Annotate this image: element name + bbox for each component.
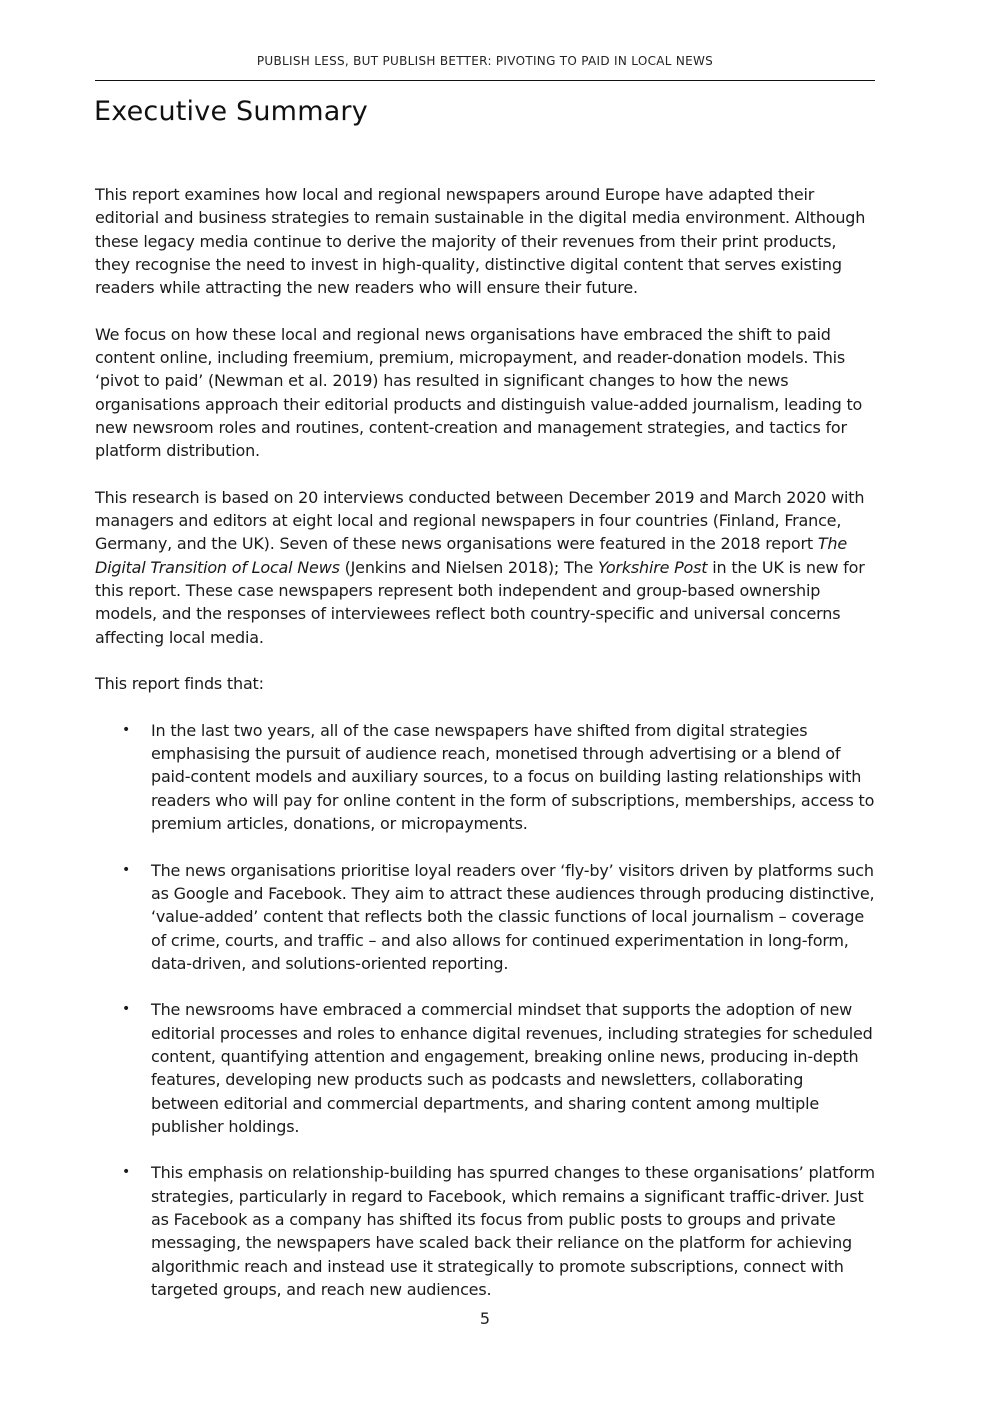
list-item [95, 859, 875, 975]
list-item [95, 719, 875, 835]
paragraph-intro: This report examines how local and regional newspapers around Europe have adapted their editorial and business strategies to remain sustainable in the digital media environment. Although these legacy media continue to derive the majority of their revenues from their print products, they recognise the need to invest in high-quality, distinctive digital content that serves existing readers while attracting the new readers who will ensure their future. [95, 185, 866, 298]
running-header: PUBLISH LESS, BUT PUBLISH BETTER: PIVOTING TO PAID IN LOCAL NEWS [256, 54, 714, 68]
newspaper-name-italic: Yorkshire Post [598, 557, 708, 577]
paragraph-research-text-a: This research is based on 20 interviews conducted between December 2019 and March 2020 with managers and editors at eight local and regional newspapers in four countries (Finland, France, Germany, and the UK). Seven of these news organisations were featured in the 2018 report [95, 487, 865, 554]
bullet-icon: • [122, 1164, 131, 1181]
paragraph-research-text-b: (Jenkins and Nielsen 2018); The [339, 557, 599, 577]
section-title: Executive Summary [94, 96, 368, 127]
paragraph-research [95, 486, 875, 649]
list-item-text: In the last two years, all of the case newspapers have shifted from digital strategies emphasising the pursuit of audience reach, monetised through advertising or a blend of paid-content models and auxiliary sources, to a focus on building lasting relationships with readers who will pay for online content in the form of subscriptions, memberships, access to premium articles, donations, or micropayments. [151, 720, 875, 834]
body-text [95, 183, 875, 1325]
page-number: 5 [479, 1309, 491, 1328]
report-title-italic: The Digital Transition of Local News [95, 534, 848, 577]
list-item-text: This emphasis on relationship-building has spurred changes to these organisations’ platform strategies, particularly in regard to Facebook, which remains a significant traffic-driver. Just as Facebook as a company has shifted its focus from public posts to groups and private messaging, the newspapers have scaled back their reliance on the platform for achieving algorithmic reach and instead use it strategically to promote subscriptions, connect with targeted groups, and reach new audiences. [151, 1163, 875, 1299]
list-item-text: The news organisations prioritise loyal readers over ‘fly-by’ visitors driven by platforms such as Google and Facebook. They aim to attract these audiences through producing distinctive, ‘value-added’ content that reflects both the classic functions of local journalism – coverage of crime, courts, and traffic – and also allows for continued experimentation in long-form, data-driven, and solutions-oriented reporting. [151, 860, 875, 973]
bullet-icon: • [122, 721, 131, 738]
bullet-icon: • [122, 1001, 131, 1018]
header-rule [95, 80, 875, 81]
list-item [95, 1161, 875, 1301]
paragraph-research-text-c: in the UK is new for this report. These case newspapers represent both independent and group-based ownership models, and the responses of interviewees reflect both country-specific and universal concerns affecting local media. [95, 557, 865, 647]
paragraph-focus: We focus on how these local and regional news organisations have embraced the shift to paid content online, including freemium, premium, micropayment, and reader-donation models. This ‘pivot to paid’ (Newman et al. 2019) has resulted in significant changes to how the news organisations approach their editorial products and distinguish value-added journalism, leading to new newsroom roles and routines, content-creation and management strategies, and tactics for platform distribution. [95, 324, 863, 461]
findings-list [95, 719, 875, 1301]
list-item [95, 998, 875, 1138]
list-item-text: The newsrooms have embraced a commercial mindset that supports the adoption of new editorial processes and roles to enhance digital revenues, including strategies for scheduled content, quantifying attention and engagement, breaking online news, producing in-depth features, developing new products such as podcasts and newsletters, collaborating between editorial and commercial departments, and sharing content among multiple publisher holdings. [151, 1000, 873, 1136]
bullet-icon: • [122, 861, 131, 878]
paragraph-findings-lead: This report finds that: [95, 674, 264, 694]
